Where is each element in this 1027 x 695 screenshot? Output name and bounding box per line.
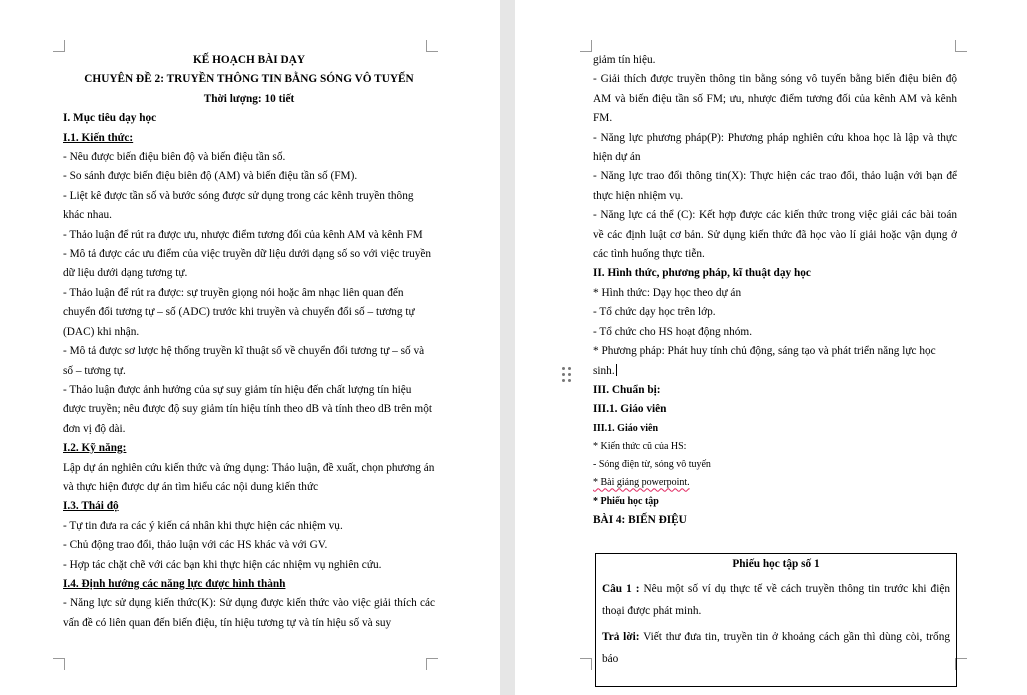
- document-title: KẾ HOẠCH BÀI DẠY: [192, 54, 306, 66]
- answer-text: Viết thư đưa tin, truyền tin ở khoảng cách gần thì dùng còi, trống báo: [602, 631, 951, 665]
- page-text[interactable]: [63, 51, 435, 633]
- paragraph-text: - Năng lực sử dụng kiến thức(K): Sử dụng được kiến thức vào việc giải thích các vấn đề có liên quan đến biến điệu, tín hiệu tương tự và tín hiệu số và suy: [63, 597, 435, 629]
- paragraph-text: I.2. Kỹ năng:: [63, 442, 127, 455]
- paragraph-text: - Chủ động trao đổi, thảo luận với các HS khác và với GV.: [63, 539, 328, 552]
- paragraph-line: [63, 556, 435, 575]
- paragraph-line: [593, 303, 957, 322]
- paragraph-line: [63, 148, 435, 167]
- paragraph-text: - Tổ chức dạy học trên lớp.: [593, 306, 716, 319]
- question-text: Nêu một số ví dụ thực tế về cách truyền thông tin trước khi điện thoại được phát minh.: [602, 583, 950, 617]
- paragraph-line: [593, 129, 957, 168]
- paragraph-line: [593, 70, 957, 128]
- paragraph-text: - Liệt kê được tần số và bước sóng được sử dụng trong các kênh truyền thông khác nhau.: [63, 189, 414, 222]
- paragraph-line: [593, 167, 957, 206]
- paragraph-text: * Bài giảng powerpoint.: [593, 477, 690, 489]
- paragraph-text: I.3. Thái độ: [63, 500, 119, 513]
- paragraph-text: * Kiến thức cũ của HS:: [593, 440, 687, 452]
- paragraph-line: [593, 342, 957, 381]
- paragraph-text: * Phiếu học tập: [593, 495, 659, 507]
- right-paragraphs: [593, 51, 957, 530]
- paragraph-text: III.1. Giáo viên: [593, 403, 667, 416]
- worksheet-answer: [602, 626, 950, 670]
- question-label: Câu 1 :: [602, 583, 640, 595]
- paragraph-line: [593, 206, 957, 264]
- paragraph-line: [593, 420, 957, 438]
- topic-title: CHUYÊN ĐỀ 2: TRUYỀN THÔNG TIN BẰNG SÓNG VÔ TUYẾN: [84, 73, 414, 86]
- worksheet-title: Phiếu học tập số 1: [732, 558, 820, 570]
- paragraph-line: [593, 381, 957, 400]
- crop-mark-top-left: [580, 40, 592, 52]
- paragraph-text: - Sóng điện từ, sóng vô tuyến: [593, 459, 711, 471]
- paragraph-text: III. Chuẩn bị:: [593, 383, 661, 396]
- paragraph-line: [593, 264, 957, 283]
- paragraph-text: I.1. Kiến thức:: [63, 131, 134, 144]
- paragraph-text: - Hợp tác chặt chẽ với các bạn khi thực hiện các nhiệm vụ nghiên cứu.: [63, 558, 382, 571]
- document-page-right: [515, 0, 1027, 695]
- paragraph-text: - Thảo luận để rút ra được: sự truyền giọng nói hoặc âm nhạc liên quan đến chuyển đổi tương tự – số (ADC) trước khi truyền và chuyển đổi số – tương tự (DAC) khi nhận.: [63, 286, 415, 338]
- answer-label: Trả lời:: [602, 631, 640, 643]
- crop-mark-bottom-right: [426, 658, 438, 670]
- paragraph-line: [63, 284, 435, 342]
- paragraph-text: - Mô tả được các ưu điểm của việc truyền dữ liệu dưới dạng số so với việc truyền dữ liệu dưới dạng tương tự.: [63, 248, 432, 280]
- paragraph-text: * Phương pháp: Phát huy tính chủ động, sáng tạo và phát triển năng lực học sinh.: [593, 345, 936, 377]
- paragraph-line: [593, 284, 957, 303]
- paragraph-line: [63, 497, 435, 516]
- paragraph-text: III.1. Giáo viên: [593, 422, 659, 434]
- paragraph-line: [593, 51, 957, 70]
- paragraph-text: BÀI 4: BIẾN ĐIỆU: [593, 513, 687, 526]
- paragraph-text: - Tổ chức cho HS hoạt động nhóm.: [593, 325, 753, 338]
- paragraph-line: [593, 474, 957, 492]
- paragraph-text: - Mô tả được sơ lược hệ thống truyền kĩ thuật số về chuyển đổi tương tự – số và số – tương tự.: [63, 345, 425, 377]
- paragraph-text: * Hình thức: Dạy học theo dự án: [593, 286, 742, 299]
- paragraph-line: [593, 438, 957, 456]
- worksheet-question: [602, 578, 950, 622]
- paragraph-line: [63, 536, 435, 555]
- paragraph-text: I. Mục tiêu dạy học: [63, 112, 157, 125]
- paragraph-text: Lập dự án nghiên cứu kiến thức và ứng dụng: Thảo luận, đề xuất, chọn phương án và thực hiện được dự án tìm hiểu các nội dung kiến thức: [63, 461, 435, 493]
- paragraph-line: [63, 381, 435, 439]
- paragraph-text: - Năng lực trao đổi thông tin(X): Thực hiện các trao đổi, thảo luận với bạn để thực hiện nhiệm vụ.: [593, 170, 957, 202]
- page-text[interactable]: [593, 51, 957, 530]
- text-cursor: [616, 364, 618, 376]
- paragraph-text: - Tự tin đưa ra các ý kiến cá nhân khi thực hiện các nhiệm vụ.: [63, 519, 343, 532]
- paragraph-line: [63, 167, 435, 186]
- paragraph-text: - So sánh được biến điệu biên độ (AM) và biến điệu tần số (FM).: [63, 170, 358, 183]
- crop-mark-bottom-left: [580, 658, 592, 670]
- paragraph-line: [63, 187, 435, 226]
- paragraph-line: [63, 517, 435, 536]
- paragraph-line: [593, 400, 957, 419]
- paragraph-text: - Nêu được biến điệu biên độ và biến điệu tần số.: [63, 151, 286, 164]
- paragraph-line: [593, 511, 957, 530]
- paragraph-line: [63, 575, 435, 594]
- paragraph-line: [63, 245, 435, 284]
- paragraph-text: I.4. Định hướng các năng lực được hình thành: [63, 577, 286, 590]
- paragraph-line: [593, 493, 957, 511]
- document-page-left: [0, 0, 500, 695]
- page-gap: [500, 0, 515, 695]
- paragraph-line: [63, 594, 435, 633]
- paragraph-text: giảm tín hiệu.: [593, 54, 656, 66]
- paragraph-text: - Năng lực cá thể (C): Kết hợp được các kiến thức trong việc giải các bài toán về các định luật cơ bản. Sử dụng kiến thức đã học vào lí giải hoặc vận dụng ở các tình huống thực tiễn.: [593, 209, 957, 261]
- paragraph-line: [63, 439, 435, 458]
- crop-mark-bottom-left: [53, 658, 65, 670]
- paragraph-line: [63, 459, 435, 498]
- paragraph-line: [63, 226, 435, 245]
- paragraph-text: - Năng lực phương pháp(P): Phương pháp nghiên cứu khoa học là lập và thực hiện dự án: [593, 131, 957, 164]
- paragraph-line: [593, 456, 957, 474]
- left-paragraphs: [63, 109, 435, 633]
- paragraph-text: - Giải thích được truyền thông tin bằng sóng vô tuyến bằng biến điệu biên độ AM và biến điệu tần số FM; ưu, nhược điểm tương đối của kênh AM và kênh FM.: [593, 73, 957, 125]
- paragraph-line: [63, 129, 435, 148]
- paragraph-text: II. Hình thức, phương pháp, kĩ thuật dạy học: [593, 267, 811, 280]
- block-drag-handle-icon[interactable]: [562, 367, 572, 383]
- paragraph-line: [593, 323, 957, 342]
- worksheet-table[interactable]: [595, 553, 957, 687]
- paragraph-text: - Thảo luận để rút ra được ưu, nhược điểm tương đối của kênh AM và kênh FM: [63, 228, 423, 241]
- paragraph-text: - Thảo luận được ảnh hưởng của sự suy giảm tín hiệu đến chất lượng tín hiệu được truyền; nêu được độ suy giảm tín hiệu tính theo dB và tính theo dB trên một đơn vị độ dài.: [63, 383, 433, 435]
- duration-line: Thời lượng: 10 tiết: [203, 92, 295, 105]
- paragraph-line: [63, 109, 435, 128]
- paragraph-line: [63, 342, 435, 381]
